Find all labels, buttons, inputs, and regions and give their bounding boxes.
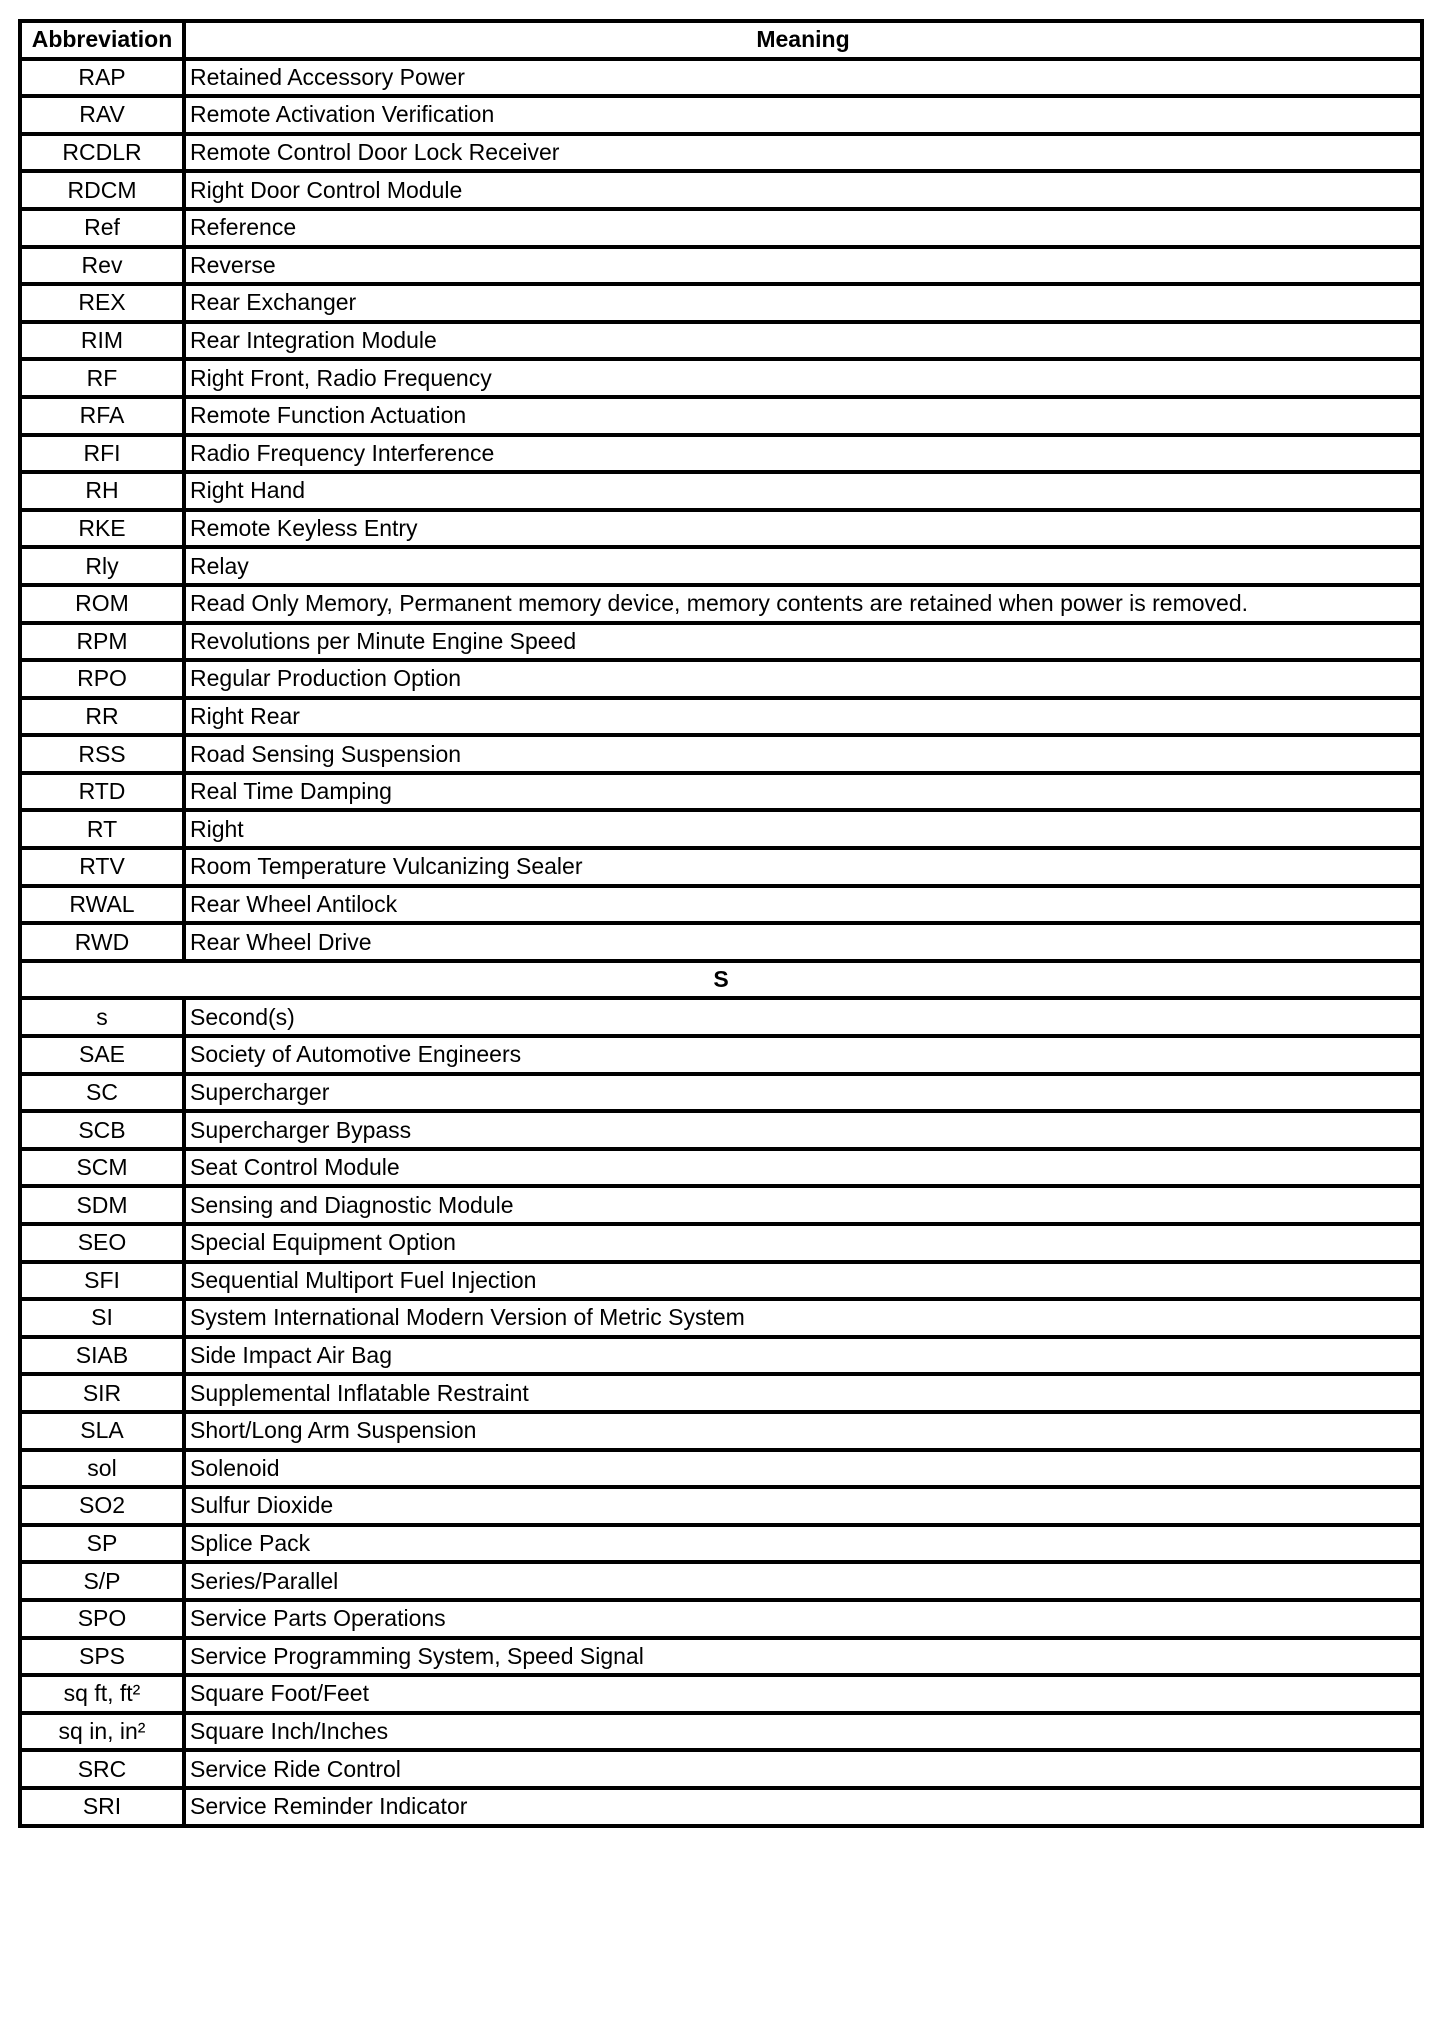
- table-row: [20, 1262, 1422, 1300]
- meaning-cell: Road Sensing Suspension: [184, 735, 1422, 773]
- abbreviation-cell: S/P: [20, 1562, 184, 1600]
- abbreviation-cell: SDM: [20, 1186, 184, 1224]
- abbreviation-cell: RAV: [20, 96, 184, 134]
- meaning-cell: Solenoid: [184, 1450, 1422, 1488]
- meaning-cell: Splice Pack: [184, 1525, 1422, 1563]
- abbreviation-cell: RWAL: [20, 886, 184, 924]
- abbreviation-cell: sol: [20, 1450, 184, 1488]
- meaning-cell: Right: [184, 810, 1422, 848]
- abbreviation-cell: Ref: [20, 209, 184, 247]
- meaning-cell: Reverse: [184, 247, 1422, 285]
- abbreviation-cell: s: [20, 998, 184, 1036]
- table-row: [20, 660, 1422, 698]
- table-row: [20, 1299, 1422, 1337]
- table-row: [20, 1788, 1422, 1826]
- abbreviation-cell: SP: [20, 1525, 184, 1563]
- abbreviation-cell: SEO: [20, 1224, 184, 1262]
- meaning-cell: Sensing and Diagnostic Module: [184, 1186, 1422, 1224]
- meaning-cell: Supercharger: [184, 1074, 1422, 1112]
- meaning-cell: Radio Frequency Interference: [184, 435, 1422, 473]
- abbreviation-cell: RR: [20, 698, 184, 736]
- meaning-cell: Reference: [184, 209, 1422, 247]
- meaning-cell: Rear Wheel Drive: [184, 923, 1422, 961]
- table-row: [20, 735, 1422, 773]
- meaning-cell: Supercharger Bypass: [184, 1111, 1422, 1149]
- abbreviation-cell: RIM: [20, 322, 184, 360]
- abbreviation-cell: RF: [20, 359, 184, 397]
- meaning-cell: Rear Wheel Antilock: [184, 886, 1422, 924]
- table-row: [20, 247, 1422, 285]
- table-row: [20, 923, 1422, 961]
- table-row: [20, 1412, 1422, 1450]
- table-row: [20, 1713, 1422, 1751]
- abbreviation-cell: sq ft, ft²: [20, 1675, 184, 1713]
- table-row: [20, 1036, 1422, 1074]
- abbreviation-cell: SIAB: [20, 1337, 184, 1375]
- abbreviation-cell: SPS: [20, 1638, 184, 1676]
- table-row: [20, 1562, 1422, 1600]
- meaning-cell: Side Impact Air Bag: [184, 1337, 1422, 1375]
- abbreviation-cell: RAP: [20, 59, 184, 97]
- table-row: [20, 96, 1422, 134]
- meaning-cell: Society of Automotive Engineers: [184, 1036, 1422, 1074]
- abbreviation-cell: SRI: [20, 1788, 184, 1826]
- meaning-cell: Service Reminder Indicator: [184, 1788, 1422, 1826]
- meaning-cell: Supplemental Inflatable Restraint: [184, 1374, 1422, 1412]
- table-row: [20, 773, 1422, 811]
- table-row: [20, 284, 1422, 322]
- abbreviation-cell: RWD: [20, 923, 184, 961]
- meaning-cell: Retained Accessory Power: [184, 59, 1422, 97]
- abbreviation-cell: RCDLR: [20, 134, 184, 172]
- column-header-abbreviation: Abbreviation: [20, 21, 184, 59]
- abbreviation-cell: ROM: [20, 585, 184, 623]
- table-row: [20, 171, 1422, 209]
- abbreviation-cell: RPM: [20, 623, 184, 661]
- meaning-cell: Right Rear: [184, 698, 1422, 736]
- abbreviation-cell: SAE: [20, 1036, 184, 1074]
- meaning-cell: Special Equipment Option: [184, 1224, 1422, 1262]
- abbreviation-cell: SPO: [20, 1600, 184, 1638]
- abbreviation-cell: Rev: [20, 247, 184, 285]
- section-row: [20, 961, 1422, 999]
- table-row: [20, 1750, 1422, 1788]
- abbreviation-cell: Rly: [20, 547, 184, 585]
- table-row: [20, 698, 1422, 736]
- meaning-cell: Right Front, Radio Frequency: [184, 359, 1422, 397]
- abbreviation-cell: RH: [20, 472, 184, 510]
- meaning-cell: Relay: [184, 547, 1422, 585]
- table-row: [20, 359, 1422, 397]
- table-row: [20, 397, 1422, 435]
- abbreviation-cell: RDCM: [20, 171, 184, 209]
- meaning-cell: Short/Long Arm Suspension: [184, 1412, 1422, 1450]
- abbreviation-cell: RFA: [20, 397, 184, 435]
- table-row: [20, 1186, 1422, 1224]
- abbreviation-cell: SIR: [20, 1374, 184, 1412]
- meaning-cell: Sulfur Dioxide: [184, 1487, 1422, 1525]
- table-row: [20, 1149, 1422, 1187]
- meaning-cell: Service Programming System, Speed Signal: [184, 1638, 1422, 1676]
- table-header-row: [20, 21, 1422, 59]
- meaning-cell: Revolutions per Minute Engine Speed: [184, 623, 1422, 661]
- section-heading: S: [20, 961, 1422, 999]
- table-row: [20, 510, 1422, 548]
- abbreviation-cell: SC: [20, 1074, 184, 1112]
- abbreviation-cell: RPO: [20, 660, 184, 698]
- abbreviation-cell: SRC: [20, 1750, 184, 1788]
- table-row: [20, 810, 1422, 848]
- table-row: [20, 1600, 1422, 1638]
- abbreviation-cell: RT: [20, 810, 184, 848]
- table-row: [20, 1675, 1422, 1713]
- meaning-cell: Read Only Memory, Permanent memory device, memory contents are retained when power is removed.: [184, 585, 1422, 623]
- meaning-cell: Remote Control Door Lock Receiver: [184, 134, 1422, 172]
- meaning-cell: System International Modern Version of Metric System: [184, 1299, 1422, 1337]
- table-row: [20, 585, 1422, 623]
- meaning-cell: Room Temperature Vulcanizing Sealer: [184, 848, 1422, 886]
- abbreviation-cell: RKE: [20, 510, 184, 548]
- table-row: [20, 886, 1422, 924]
- abbreviation-cell: REX: [20, 284, 184, 322]
- abbreviation-cell: SFI: [20, 1262, 184, 1300]
- table-row: [20, 472, 1422, 510]
- meaning-cell: Square Foot/Feet: [184, 1675, 1422, 1713]
- table-row: [20, 1525, 1422, 1563]
- meaning-cell: Real Time Damping: [184, 773, 1422, 811]
- meaning-cell: Rear Integration Module: [184, 322, 1422, 360]
- abbreviation-cell: RTD: [20, 773, 184, 811]
- table-row: [20, 848, 1422, 886]
- abbreviation-cell: SI: [20, 1299, 184, 1337]
- table-row: [20, 1224, 1422, 1262]
- abbreviation-cell: sq in, in²: [20, 1713, 184, 1751]
- table-body: [20, 59, 1422, 1826]
- meaning-cell: Sequential Multiport Fuel Injection: [184, 1262, 1422, 1300]
- table-row: [20, 59, 1422, 97]
- abbreviation-cell: RTV: [20, 848, 184, 886]
- table-row: [20, 209, 1422, 247]
- abbreviation-cell: SLA: [20, 1412, 184, 1450]
- table-row: [20, 1487, 1422, 1525]
- table-row: [20, 1111, 1422, 1149]
- meaning-cell: Seat Control Module: [184, 1149, 1422, 1187]
- meaning-cell: Right Hand: [184, 472, 1422, 510]
- abbreviation-cell: SO2: [20, 1487, 184, 1525]
- meaning-cell: Remote Function Actuation: [184, 397, 1422, 435]
- table-row: [20, 1374, 1422, 1412]
- meaning-cell: Remote Keyless Entry: [184, 510, 1422, 548]
- table-row: [20, 547, 1422, 585]
- abbreviation-cell: RFI: [20, 435, 184, 473]
- meaning-cell: Second(s): [184, 998, 1422, 1036]
- table-row: [20, 1638, 1422, 1676]
- table-row: [20, 998, 1422, 1036]
- meaning-cell: Service Ride Control: [184, 1750, 1422, 1788]
- table-row: [20, 435, 1422, 473]
- abbreviation-cell: RSS: [20, 735, 184, 773]
- column-header-meaning: Meaning: [184, 21, 1422, 59]
- table-row: [20, 1074, 1422, 1112]
- table-row: [20, 1450, 1422, 1488]
- meaning-cell: Square Inch/Inches: [184, 1713, 1422, 1751]
- table-row: [20, 1337, 1422, 1375]
- meaning-cell: Series/Parallel: [184, 1562, 1422, 1600]
- table-row: [20, 623, 1422, 661]
- table-row: [20, 134, 1422, 172]
- meaning-cell: Rear Exchanger: [184, 284, 1422, 322]
- abbreviation-cell: SCB: [20, 1111, 184, 1149]
- meaning-cell: Remote Activation Verification: [184, 96, 1422, 134]
- abbreviation-cell: SCM: [20, 1149, 184, 1187]
- meaning-cell: Regular Production Option: [184, 660, 1422, 698]
- meaning-cell: Right Door Control Module: [184, 171, 1422, 209]
- table-row: [20, 322, 1422, 360]
- meaning-cell: Service Parts Operations: [184, 1600, 1422, 1638]
- abbreviations-table: [18, 19, 1424, 1828]
